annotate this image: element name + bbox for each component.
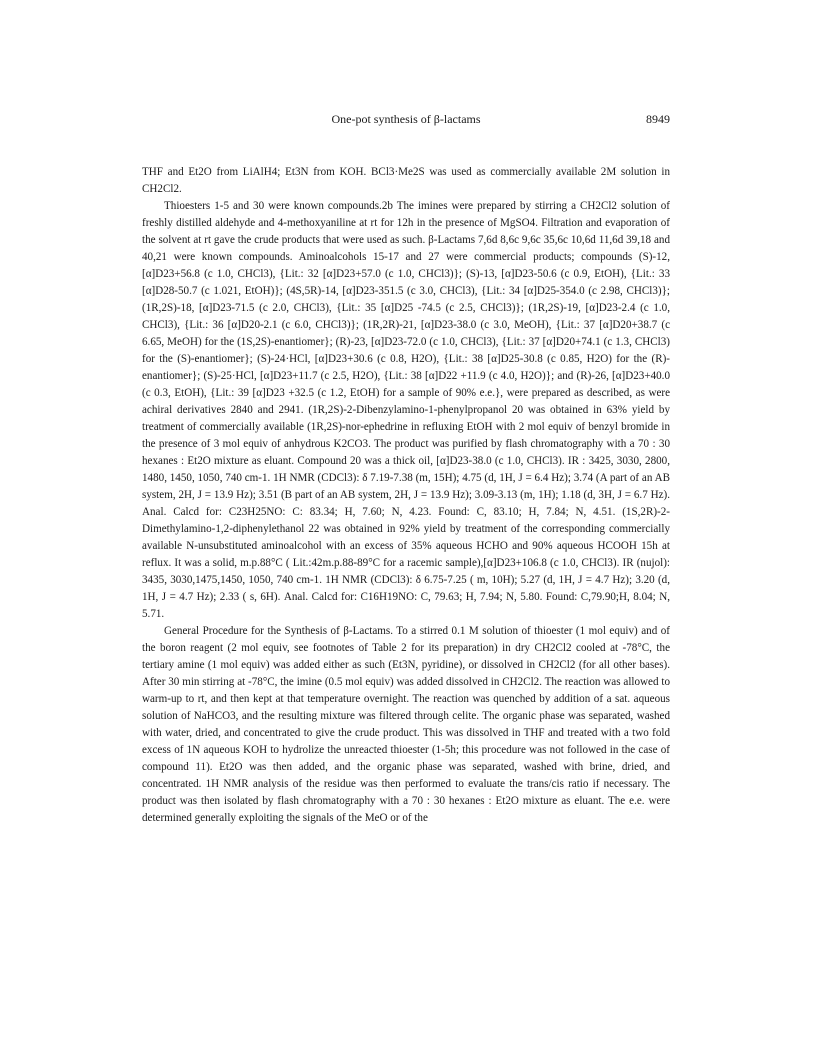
page-number: 8949 [646, 112, 670, 126]
page-header [142, 112, 670, 130]
paragraph-solvents: THF and Et2O from LiAlH4; Et3N from KOH. BCl3·Me2S was used as commercially available 2M solution in CH2Cl2. [142, 166, 670, 195]
article-body [142, 164, 670, 827]
running-title: One-pot synthesis of β-lactams [331, 112, 481, 126]
page [142, 112, 670, 824]
paragraph-materials: Thioesters 1-5 and 30 were known compounds.2b The imines were prepared by stirring a CH2Cl2 solution of freshly distilled aldehyde and 4-methoxyaniline at rt for 12h in the presence of MgSO4. Filtration and evaporation of the solvent at rt gave the crude products that were used as such. β-Lactams 7,6d 8,6c 9,6c 35,6c 10,6d 11,6d 39,18 and 40,21 were known compounds. Aminoalcohols 15-17 and 27 were commercial products; compounds (S)-12, [α]D23+56.8 (c 1.0, CHCl3), {Lit.: 32 [α]D23+57.0 (c 1.0, CHCl3)}; (S)-13, [α]D23-50.6 (c 0.9, EtOH), {Lit.: 33 [α]D28-50.7 (c 1.021, EtOH)}; (4S,5R)-14, [α]D23-351.5 (c 3.0, CHCl3), {Lit.: 34 [α]D25-354.0 (c 2.98, CHCl3)}; (1R,2S)-18, [α]D23-71.5 (c 2.0, CHCl3), {Lit.: 35 [α]D25 -74.5 (c 2.5, CHCl3)}; (1R,2S)-19, [α]D23-2.4 (c 1.0, CHCl3), {Lit.: 36 [α]D20-2.1 (c 6.0, CHCl3)}; (1R,2R)-21, [α]D23-38.0 (c 3.0, MeOH), {Lit.: 37 [α]D20+38.7 (c 6.65, MeOH) for the (1S,2S)-enantiomer}; (R)-23, [α]D23-72.0 (c 1.0, CHCl3), {Lit.: 37 [α]D20+74.1 (c 1.3, CHCl3) for the (S)-enantiomer}; (S)-24·HCl, [α]D23+30.6 (c 0.8, H2O), {Lit.: 38 [α]D25-30.8 (c 0.85, H2O) for the (R)-enantiomer}; (S)-25·HCl, [α]D23+11.7 (c 2.5, H2O), {Lit.: 38 [α]D22 +11.9 (c 4.0, H2O)}; and (R)-26, [α]D23+40.0 (c 0.3, EtOH), {Lit.: 39 [α]D23 +32.5 (c 1.2, EtOH) for a sample of 90% e.e.}, were prepared as described, as were achiral derivatives 2840 and 2941. (1R,2S)-2-Dibenzylamino-1-phenylpropanol 20 was obtained in 63% yield by treatment of commercially available (1R,2S)-nor-ephedrine in refluxing EtOH with 2 mol equiv of benzyl bromide in the presence of 3 mol equiv of anhydrous K2CO3. The product was purified by flash chromatography with a 70 : 30 hexanes : Et2O mixture as eluant. Compound 20 was a thick oil, [α]D23-38.0 (c 1.0, CHCl3). IR : 3425, 3030, 2800, 1480, 1450, 1050, 740 cm-1. 1H NMR (CDCl3): δ 7.19-7.38 (m, 15H); 4.75 (d, 1H, J = 6.4 Hz); 3.74 (A part of an AB system, 2H, J = 13.9 Hz); 3.51 (B part of an AB system, 2H, J = 13.9 Hz); 3.09-3.13 (m, 1H); 1.18 (d, 3H, J = 6.7 Hz). Anal. Calcd for: C23H25NO: C: 83.34; H, 7.60; N, 4.23. Found: C, 83.10; H, 7.84; N, 4.51. (1S,2R)-2-Dimethylamino-1,2-diphenylethanol 22 was obtained in 92% yield by treatment of the corresponding commercially available N-unsubstituted aminoalcohol with an excess of 35% aqueous HCHO and 90% aqueous HCOOH 15h at reflux. It was a solid, m.p.88°C ( Lit.:42m.p.88-89°C for a racemic sample),[α]D23+106.8 (c 1.0, CHCl3). IR (nujol): 3435, 3030,1475,1450, 1050, 740 cm-1. 1H NMR (CDCl3): δ 6.75-7.25 ( m, 10H); 5.27 (d, 1H, J = 4.7 Hz); 3.20 (d, 1H, J = 4.7 Hz); 2.33 ( s, 6H). Anal. Calcd for: C16H19NO: C, 79.63; H, 7.94; N, 5.80. Found: C,79.90;H, 8.04; N, 5.71. [142, 200, 670, 620]
paragraph-general-procedure: General Procedure for the Synthesis of β-Lactams. To a stirred 0.1 M solution of thioester (1 mol equiv) and of the boron reagent (2 mol equiv, see footnotes of Table 2 for its preparation) in dry CH2Cl2 cooled at -78°C, the tertiary amine (1 mol equiv) was added either as such (Et3N, pyridine), or dissolved in CH2Cl2 (for all other bases). After 30 min stirring at -78°C, the imine (0.5 mol equiv) was added dissolved in CH2Cl2. The reaction was allowed to warm-up to rt, and then kept at that temperature overnight. The reaction was quenched by addition of a sat. aqueous solution of NaHCO3, and the resulting mixture was filtered through celite. The organic phase was separated, washed with water, dried, and concentrated to give the crude product. This was dissolved in THF and treated with a two fold excess of 1N aqueous KOH to hydrolize the unreacted thioester (1-5h; this procedure was not followed in the case of compound 11). Et2O was then added, and the organic phase was separated, washed with brine, dried, and concentrated. 1H NMR analysis of the residue was then performed to evaluate the trans/cis ratio if necessary. The product was then isolated by flash chromatography with a 70 : 30 hexanes : Et2O mixture as eluant. The e.e. were determined generally exploiting the signals of the MeO or of the [142, 625, 670, 824]
